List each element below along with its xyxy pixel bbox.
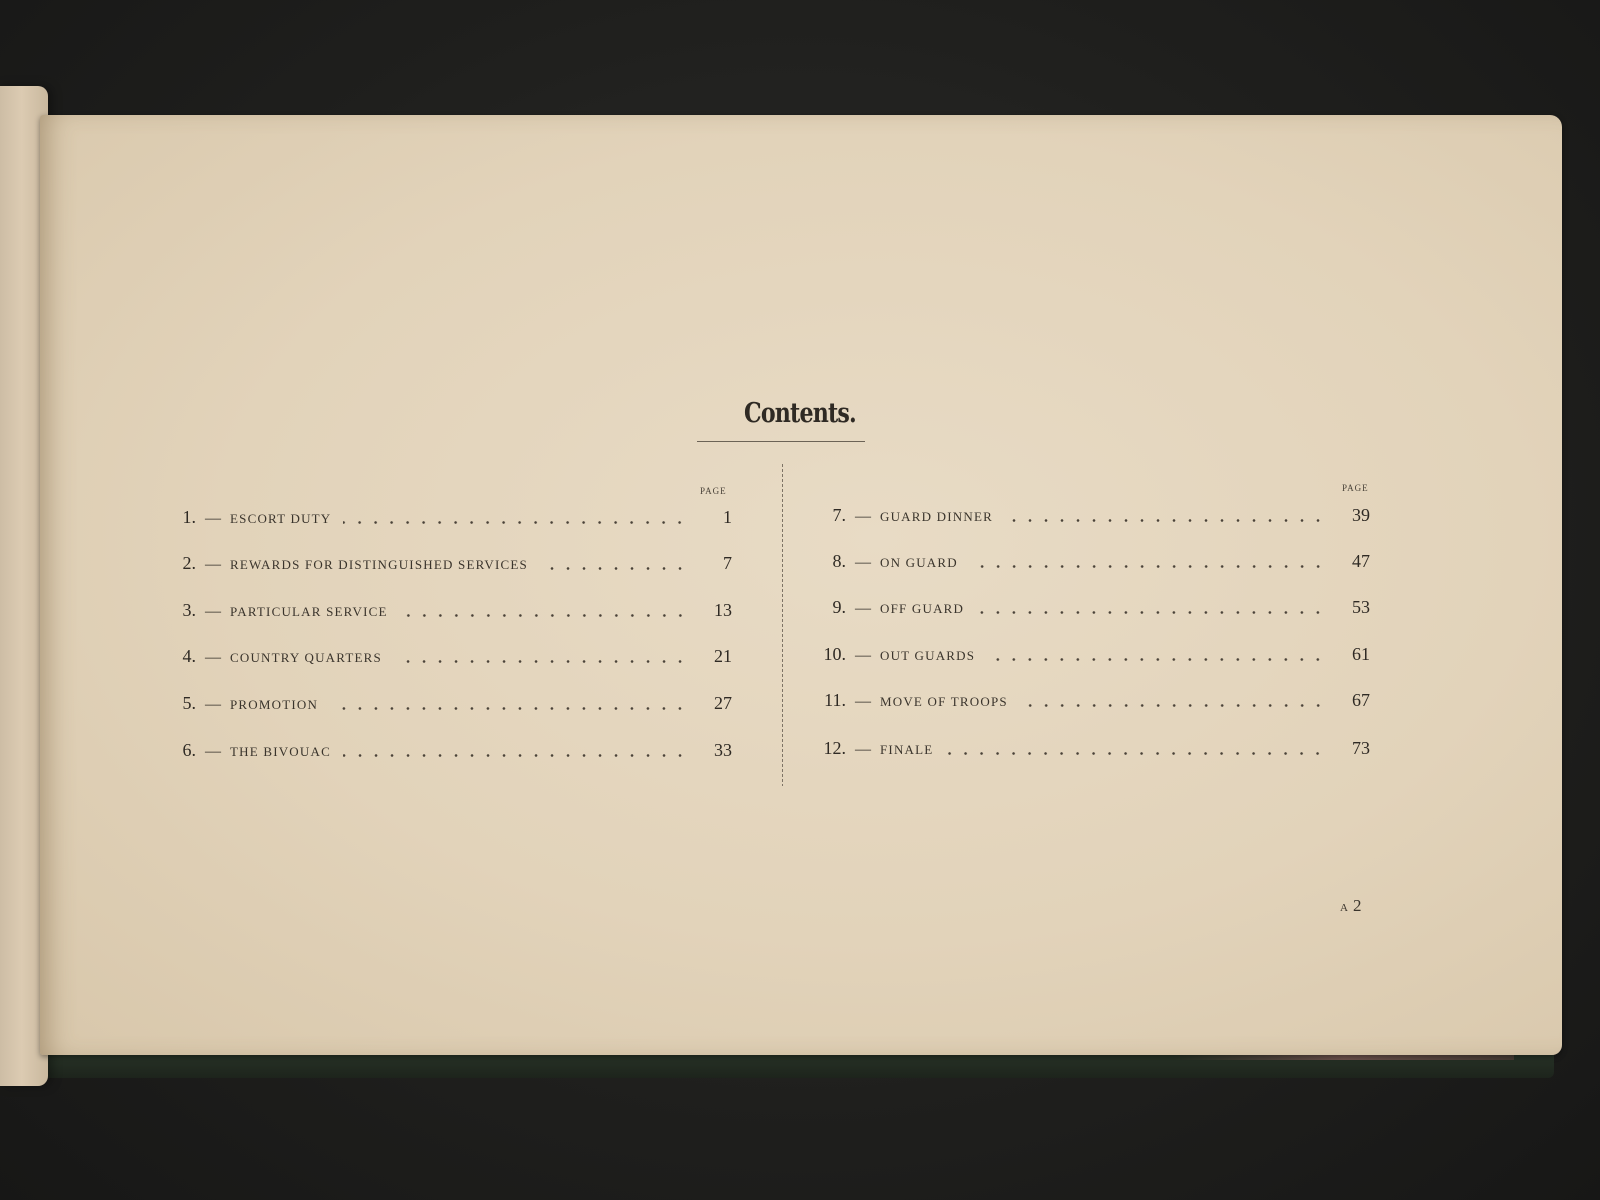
entry-page-number: 47 [1352, 551, 1370, 571]
contents-entry [160, 740, 732, 764]
entry-number: 3. [182, 600, 196, 620]
dot-leader [1005, 519, 1326, 522]
signature-mark [1340, 896, 1361, 916]
entry-page-number: 61 [1352, 644, 1370, 664]
entry-number: 5. [182, 693, 196, 713]
contents-entry [160, 600, 732, 624]
contents-entry [160, 693, 732, 717]
contents-entry [810, 738, 1370, 762]
dot-leader [343, 754, 688, 757]
entry-page-number: 67 [1352, 690, 1370, 710]
contents-entry [810, 505, 1370, 529]
entry-page-number: 33 [714, 740, 732, 760]
entry-title: PARTICULAR SERVICE [230, 604, 388, 619]
entry-dash: — [855, 741, 871, 758]
dot-leader [970, 565, 1326, 568]
entry-dash: — [205, 603, 221, 620]
entry-dash: — [205, 556, 221, 573]
entry-number: 10. [823, 644, 846, 664]
entry-number: 12. [823, 738, 846, 758]
entry-title: THE BIVOUAC [230, 744, 331, 759]
contents-entry [810, 597, 1370, 621]
entry-page-number: 13 [714, 600, 732, 620]
dot-leader [976, 611, 1326, 614]
entry-number: 1. [182, 507, 196, 527]
contents-entry [160, 553, 732, 577]
signature-letter: A [1340, 902, 1348, 914]
dot-leader [1020, 704, 1326, 707]
page-column-header-right: PAGE [1342, 483, 1369, 493]
entry-title: REWARDS FOR DISTINGUISHED SERVICES [230, 557, 528, 572]
entry-title: ESCORT DUTY [230, 511, 332, 526]
signature-number: 2 [1352, 896, 1362, 915]
entry-number: 4. [182, 646, 196, 666]
dot-leader [394, 660, 688, 663]
contents-title: Contents. [744, 398, 856, 429]
entry-number: 11. [824, 690, 846, 710]
entry-dash: — [855, 600, 871, 617]
entry-dash: — [855, 693, 871, 710]
contents-entry [160, 507, 732, 531]
dot-leader [540, 567, 688, 570]
title-underline [697, 441, 865, 442]
entry-title: OFF GUARD [880, 601, 965, 616]
entry-page-number: 27 [714, 693, 732, 713]
entry-title: COUNTRY QUARTERS [230, 650, 382, 665]
entry-page-number: 1 [723, 507, 732, 527]
entry-number: 6. [182, 740, 196, 760]
column-divider [782, 464, 783, 786]
entry-page-number: 73 [1352, 738, 1370, 758]
entry-title: ON GUARD [880, 555, 958, 570]
entry-number: 7. [832, 505, 846, 525]
entry-dash: — [205, 649, 221, 666]
entry-page-number: 53 [1352, 597, 1370, 617]
dot-leader [945, 752, 1326, 755]
dot-leader [400, 614, 688, 617]
entry-page-number: 21 [714, 646, 732, 666]
dot-leader [987, 658, 1326, 661]
entry-number: 9. [832, 597, 846, 617]
entry-dash: — [855, 647, 871, 664]
entry-page-number: 7 [723, 553, 732, 573]
contents-entry [160, 646, 732, 670]
dot-leader [343, 521, 688, 524]
contents-entry [810, 644, 1370, 668]
entry-dash: — [855, 554, 871, 571]
entry-number: 2. [182, 553, 196, 573]
entry-dash: — [205, 510, 221, 527]
contents-entry [810, 690, 1370, 714]
entry-title: GUARD DINNER [880, 509, 993, 524]
entry-title: PROMOTION [230, 697, 319, 712]
entry-title: FINALE [880, 742, 934, 757]
entry-dash: — [205, 696, 221, 713]
entry-page-number: 39 [1352, 505, 1370, 525]
book-page [40, 115, 1562, 1055]
entry-title: OUT GUARDS [880, 648, 976, 663]
entry-dash: — [205, 743, 221, 760]
entry-dash: — [855, 508, 871, 525]
dot-leader [330, 707, 688, 710]
page-column-header-left: PAGE [700, 486, 727, 496]
entry-title: MOVE OF TROOPS [880, 694, 1008, 709]
contents-entry [810, 551, 1370, 575]
entry-number: 8. [832, 551, 846, 571]
